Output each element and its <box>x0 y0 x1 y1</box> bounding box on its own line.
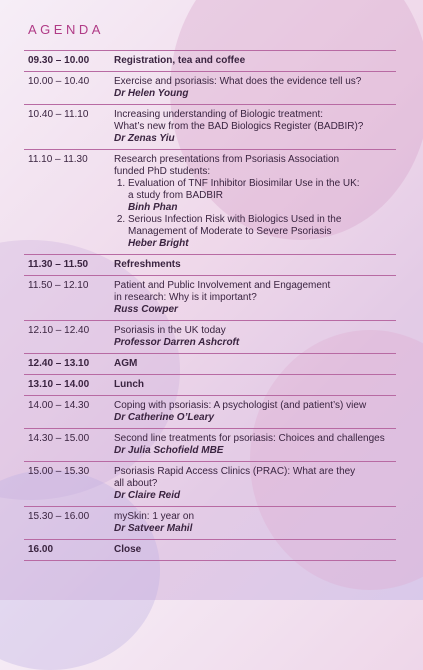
session-time: 15.30 – 16.00 <box>28 511 90 522</box>
agenda-row <box>24 507 396 540</box>
session-title: AGM <box>114 358 138 369</box>
session-title-line: Research presentations from Psoriasis Association <box>114 154 340 165</box>
session-time: 11.30 – 11.50 <box>28 259 89 270</box>
agenda-row <box>24 105 396 150</box>
session-title-line: all about? <box>114 478 158 489</box>
session-speaker: Russ Cowper <box>114 304 178 315</box>
session-title-line: Patient and Public Involvement and Engagement <box>114 280 331 291</box>
session-title: mySkin: 1 year on <box>114 511 195 522</box>
agenda-row <box>24 72 396 105</box>
presentation-title-line: Management of Moderate to Severe Psoriasis <box>128 226 332 237</box>
session-title: Exercise and psoriasis: What does the evidence tell us? <box>114 76 362 87</box>
presentation-speaker: Heber Bright <box>128 238 189 249</box>
presentation-title-line: 2. Serious Infection Risk with Biologics Used in the <box>128 214 342 225</box>
presentation-speaker: Binh Phan <box>128 202 178 213</box>
agenda-page <box>24 22 396 561</box>
agenda-row <box>24 276 396 321</box>
session-time: 15.00 – 15.30 <box>28 466 90 477</box>
session-speaker: Professor Darren Ashcroft <box>114 337 240 348</box>
session-speaker: Dr Helen Young <box>114 88 189 99</box>
session-time: 10.40 – 11.10 <box>28 109 89 120</box>
presentation-title-line: a study from BADBIR <box>128 190 224 201</box>
session-title-line: Psoriasis Rapid Access Clinics (PRAC): What are they <box>114 466 356 477</box>
session-time: 09.30 – 10.00 <box>28 55 90 66</box>
session-time: 12.40 – 13.10 <box>28 358 90 369</box>
agenda-row <box>24 150 396 255</box>
agenda-row <box>24 375 396 396</box>
session-time: 16.00 <box>28 544 54 555</box>
session-time: 11.50 – 12.10 <box>28 280 89 291</box>
session-speaker: Dr Claire Reid <box>114 490 181 501</box>
session-title-line: in research: Why is it important? <box>114 292 257 303</box>
session-title: Second line treatments for psoriasis: Choices and challenges <box>114 433 385 444</box>
agenda-row <box>24 354 396 375</box>
session-title: Close <box>114 544 142 555</box>
session-title: Lunch <box>114 379 144 390</box>
session-time: 14.00 – 14.30 <box>28 400 90 411</box>
agenda-row <box>24 51 396 72</box>
session-title: Coping with psoriasis: A psychologist (and patient’s) view <box>114 400 367 411</box>
agenda-row <box>24 255 396 276</box>
session-time: 14.30 – 15.00 <box>28 433 90 444</box>
presentation-title-line: 1. Evaluation of TNF Inhibitor Biosimilar Use in the UK: <box>128 178 360 189</box>
presentation-list <box>114 178 396 250</box>
session-speaker: Dr Satveer Mahil <box>114 523 193 534</box>
agenda-table <box>24 50 396 561</box>
presentation-item <box>128 178 396 214</box>
session-time: 10.00 – 10.40 <box>28 76 90 87</box>
agenda-row <box>24 540 396 561</box>
agenda-row <box>24 429 396 462</box>
session-title-line: Increasing understanding of Biologic treatment: <box>114 109 324 120</box>
session-time: 13.10 – 14.00 <box>28 379 90 390</box>
session-time: 11.10 – 11.30 <box>28 154 88 165</box>
session-speaker: Dr Zenas Yiu <box>114 133 175 144</box>
agenda-row <box>24 462 396 507</box>
session-time: 12.10 – 12.40 <box>28 325 90 336</box>
session-title: Registration, tea and coffee <box>114 55 246 66</box>
session-speaker: Dr Catherine O’Leary <box>114 412 215 423</box>
agenda-row <box>24 396 396 429</box>
session-title: Psoriasis in the UK today <box>114 325 226 336</box>
presentation-item <box>128 214 396 250</box>
agenda-row <box>24 321 396 354</box>
page-title: AGENDA <box>28 22 104 37</box>
session-speaker: Dr Julia Schofield MBE <box>114 445 224 456</box>
session-title: Refreshments <box>114 259 181 270</box>
session-title-line: What’s new from the BAD Biologics Register (BADBIR)? <box>114 121 364 132</box>
session-title-line: funded PhD students: <box>114 166 211 177</box>
